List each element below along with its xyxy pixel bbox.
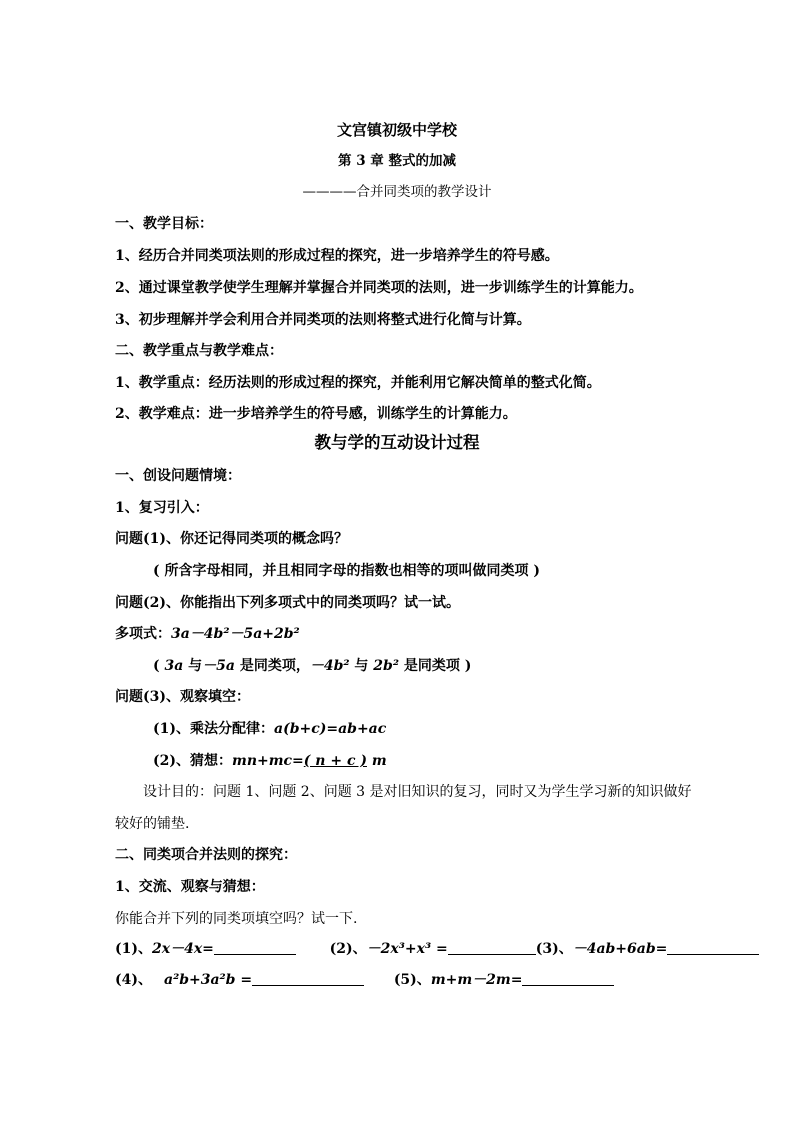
observe-subheading: 1、交流、观察与猜想：	[115, 879, 265, 895]
exercise-prompt: 你能合并下列的同类项填空吗？试一下.	[115, 911, 358, 927]
answer-blank	[252, 971, 364, 986]
objective-item: 1、经历合并同类项法则的形成过程的探究，进一步培养学生的符号感。	[115, 248, 559, 264]
exercise-row-1	[115, 940, 759, 958]
objective-item: 3、初步理解并学会利用合并同类项的法则将整式进行化简与计算。	[115, 312, 531, 328]
design-purpose-line-2: 较好的铺垫.	[115, 816, 190, 832]
section2-heading: 二、同类项合并法则的探究：	[115, 847, 297, 863]
answer-1: ( 所含字母相同，并且相同字母的指数也相等的项叫做同类项 )	[153, 563, 540, 579]
distributive-law-expression: a(b+c)=ab+ac	[274, 721, 387, 737]
exercise-3: (3)、－4ab+6ab=	[536, 941, 760, 957]
fill-answer: ( n + c )	[303, 753, 367, 769]
question-3: 问题(3)、观察填空：	[115, 689, 250, 705]
polynomial-line	[115, 625, 300, 643]
question-1: 问题(1)、你还记得同类项的概念吗？	[115, 531, 348, 547]
section1-heading: 一、创设问题情境：	[115, 468, 241, 484]
key-points-heading: 二、教学重点与教学难点：	[115, 343, 283, 359]
exercise-5: (5)、m+m－2m=	[394, 972, 615, 988]
answer-blank	[448, 940, 536, 955]
lesson-subtitle: ————合并同类项的教学设计	[302, 184, 492, 200]
review-subheading: 1、复习引入：	[115, 500, 209, 516]
school-name: 文宫镇初级中学校	[336, 121, 457, 139]
fill-blank-2: (2)、猜想：mn+mc=( n + c ) m	[153, 753, 387, 769]
polynomial-label: 多项式：	[115, 626, 171, 642]
process-title: 教与学的互动设计过程	[314, 433, 480, 452]
polynomial-expression: 3a－4b²－5a+2b²	[171, 626, 300, 642]
fill-blank-1: (1)、乘法分配律：a(b+c)=ab+ac	[153, 721, 387, 737]
objective-item: 2、通过课堂教学使学生理解并掌握合并同类项的法则，进一步训练学生的计算能力。	[115, 280, 643, 296]
answer-blank	[522, 971, 614, 986]
chapter-title: 第 3 章 整式的加减	[338, 153, 456, 169]
question-2: 问题(2)、你能指出下列多项式中的同类项吗？试一试。	[115, 595, 460, 611]
answer-blank	[667, 940, 759, 955]
key-point-item: 1、教学重点：经历法则的形成过程的探究，并能利用它解决简单的整式化简。	[115, 375, 601, 391]
exercise-2: (2)、－2x³+x³ =	[330, 941, 536, 957]
exercise-4: (4)、 a²b+3a²b =	[115, 972, 364, 988]
design-purpose-line-1: 设计目的：问题 1、问题 2、问题 3 是对旧知识的复习，同时又为学生学习新的知识做好	[143, 784, 692, 800]
answer-blank	[214, 940, 296, 955]
objectives-heading: 一、教学目标：	[115, 216, 213, 232]
key-point-item: 2、教学难点：进一步培养学生的符号感，训练学生的计算能力。	[115, 406, 517, 422]
answer-2: ( 3a 与－5a 是同类项，－4b² 与 2b² 是同类项 )	[153, 658, 472, 674]
exercise-row-2	[115, 971, 614, 989]
exercise-1: (1)、2x－4x=	[115, 941, 296, 957]
